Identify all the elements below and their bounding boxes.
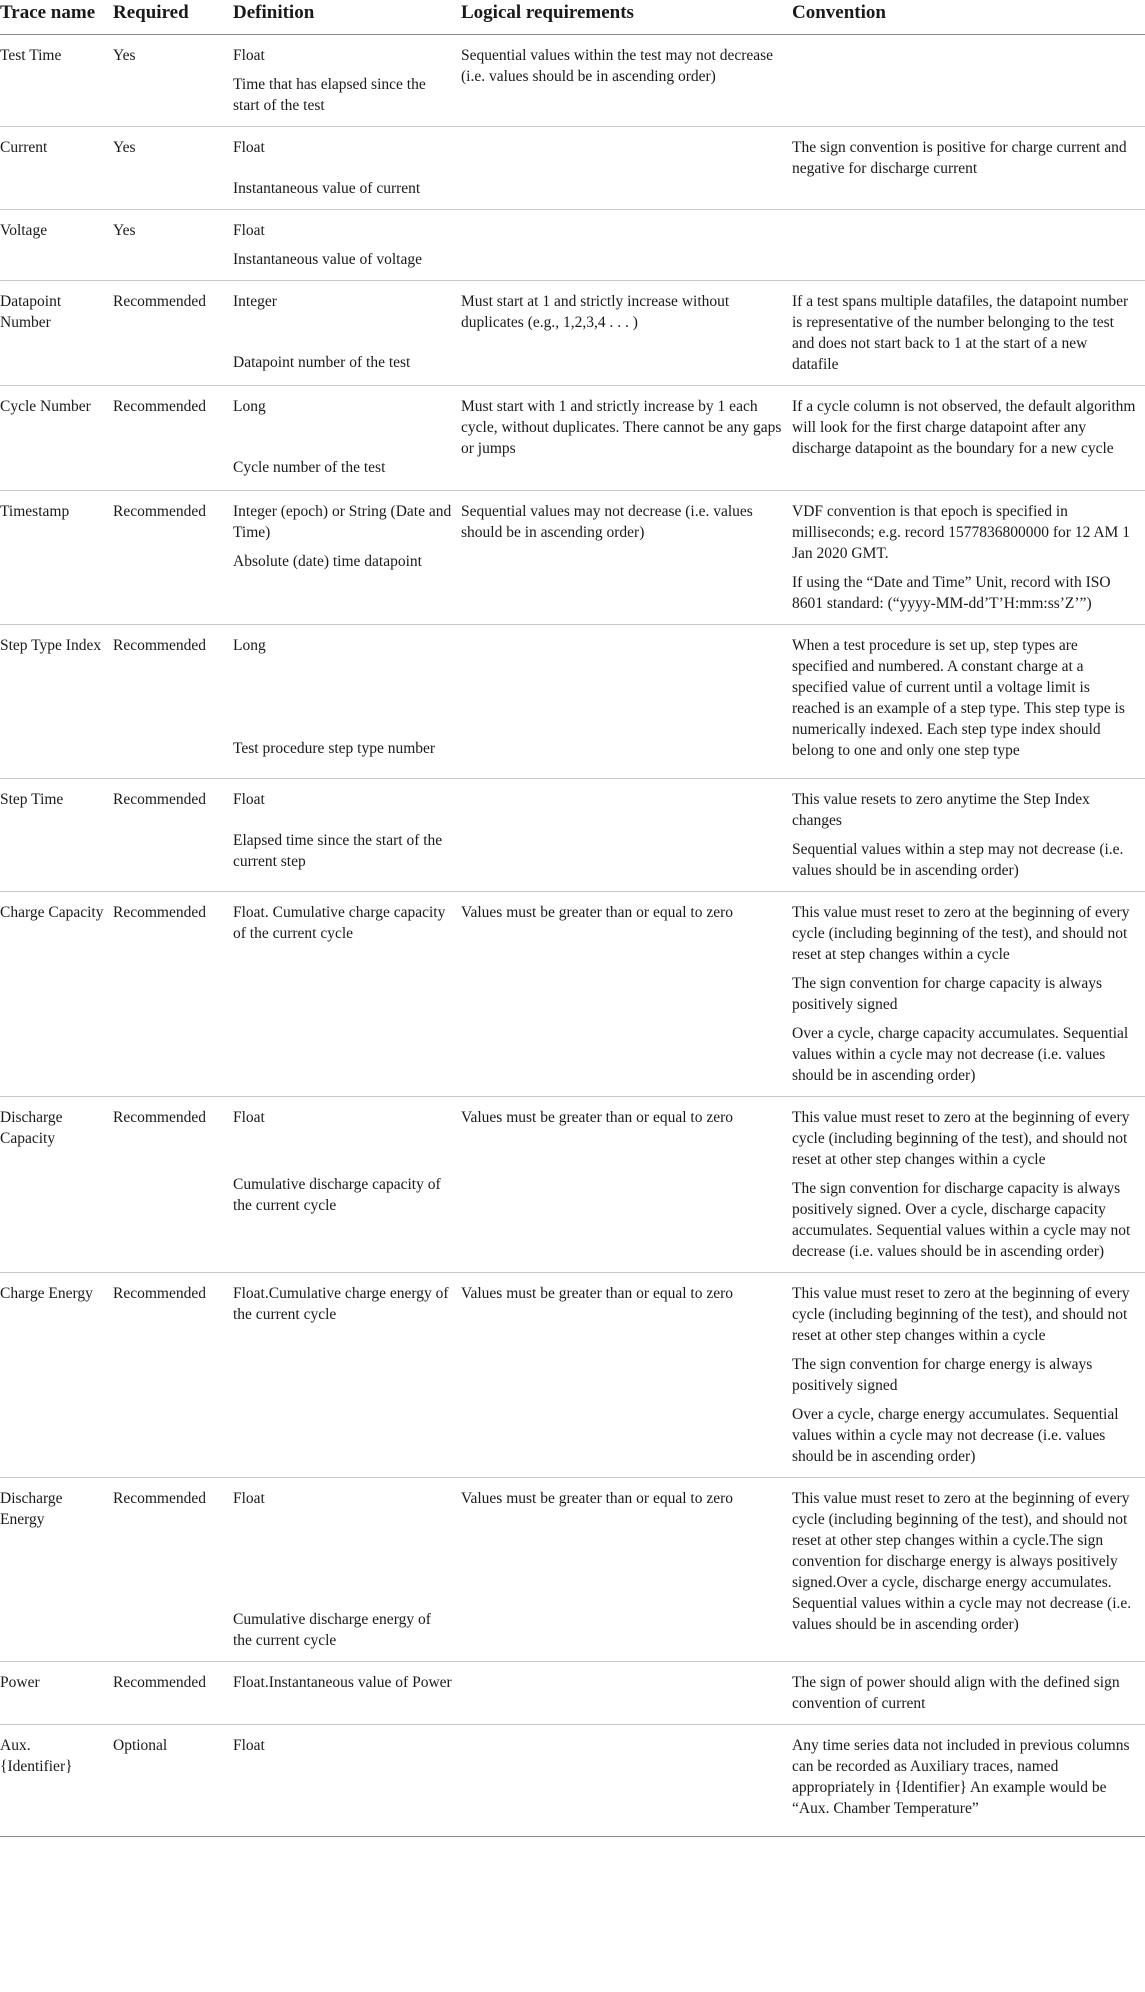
trace-name-cell: [0, 1725, 113, 1837]
logical-requirement-text: Values must be greater than or equal to zero: [461, 904, 734, 921]
convention-text: When a test procedure is set up, step types are specified and numbered. A constant charge at a specified value of current until a voltage limit is reached is an example of a step type. This step type is numerically indexed. Each step type index should belong to one and only one step type: [792, 637, 1125, 759]
convention-text: Any time series data not included in previous columns can be recorded as Auxiliary traces, named appropriately in {Identifier} An example would be “Aux. Chamber Temperature”: [792, 1737, 1130, 1817]
trace-name: Current: [0, 139, 48, 156]
trace-name-cell: [0, 779, 113, 892]
definition-cell: [233, 281, 461, 386]
header-logical-requirements: Logical requirements: [461, 0, 792, 35]
convention-cell: [792, 491, 1145, 625]
definition-cell: [233, 386, 461, 491]
logical-requirement-text: Must start with 1 and strictly increase by 1 each cycle, without duplicates. There cannot be any gaps or jumps: [461, 398, 782, 457]
definition-text: Instantaneous value of voltage: [233, 251, 422, 268]
required-value: Recommended: [113, 1285, 206, 1302]
definition-text: Time that has elapsed since the start of the test: [233, 76, 426, 114]
definition-text: Test procedure step type number: [233, 740, 436, 757]
table-row: [0, 281, 1145, 386]
header-required: Required: [113, 0, 233, 35]
definition-cell: [233, 1097, 461, 1273]
definition-text: Float: [233, 47, 265, 64]
definition-cell: [233, 127, 461, 210]
trace-name-cell: [0, 35, 113, 127]
definition-text: Float: [233, 1737, 265, 1754]
convention-cell: [792, 1273, 1145, 1478]
convention-cell: [792, 1478, 1145, 1662]
convention-text: VDF convention is that epoch is specified in milliseconds; e.g. record 1577836800000 for 12 AM 1 Jan 2020 GMT.: [792, 503, 1130, 562]
definition-text: Absolute (date) time datapoint: [233, 553, 422, 570]
definition-cell: [233, 892, 461, 1097]
table-row: [0, 210, 1145, 281]
definition-cell: [233, 1478, 461, 1662]
trace-name-cell: [0, 491, 113, 625]
convention-cell: [792, 127, 1145, 210]
definition-text: Integer: [233, 293, 277, 310]
required-cell: [113, 1662, 233, 1725]
definition-text: Float: [233, 791, 265, 808]
trace-name: Step Type Index: [0, 637, 102, 654]
trace-name: Voltage: [0, 222, 48, 239]
definition-text: Float: [233, 1490, 265, 1507]
convention-text: The sign convention for discharge capacity is always positively signed. Over a cycle, discharge capacity accumulates. Sequential values within a cycle may not decrease (i.e. values should be in ascending order): [792, 1180, 1131, 1260]
table-row: [0, 1725, 1145, 1837]
trace-name-cell: [0, 1097, 113, 1273]
definition-text: Float. Cumulative charge capacity of the current cycle: [233, 904, 446, 942]
table-row: [0, 1662, 1145, 1725]
trace-name-cell: [0, 1662, 113, 1725]
trace-name-cell: [0, 127, 113, 210]
logical-requirement-text: Values must be greater than or equal to zero: [461, 1109, 734, 1126]
logical-requirements-cell: [461, 386, 792, 491]
trace-name-cell: [0, 1273, 113, 1478]
trace-name: Power: [0, 1674, 40, 1691]
convention-text: If a test spans multiple datafiles, the datapoint number is representative of the number belonging to the test and does not start back to 1 at the start of a new datafile: [792, 293, 1129, 373]
required-cell: [113, 892, 233, 1097]
required-value: Recommended: [113, 293, 206, 310]
required-value: Recommended: [113, 637, 206, 654]
table-row: [0, 386, 1145, 491]
table-row: [0, 1478, 1145, 1662]
definition-text: Long: [233, 637, 266, 654]
logical-requirements-cell: [461, 1725, 792, 1837]
definition-cell: [233, 1273, 461, 1478]
trace-name: Discharge Capacity: [0, 1109, 63, 1147]
convention-text: The sign convention for charge capacity is always positively signed: [792, 975, 1103, 1013]
table-row: [0, 625, 1145, 779]
logical-requirement-text: Sequential values within the test may not decrease (i.e. values should be in ascending order): [461, 47, 774, 85]
table-row: [0, 35, 1145, 127]
table-row: [0, 127, 1145, 210]
logical-requirements-cell: [461, 1097, 792, 1273]
table-row: [0, 491, 1145, 625]
convention-cell: [792, 1662, 1145, 1725]
convention-text: Over a cycle, charge capacity accumulates. Sequential values within a cycle may not decrease (i.e. values should be in ascending order): [792, 1025, 1129, 1084]
required-value: Recommended: [113, 1674, 206, 1691]
convention-cell: [792, 779, 1145, 892]
trace-name: Charge Energy: [0, 1285, 93, 1302]
trace-name-cell: [0, 892, 113, 1097]
convention-cell: [792, 35, 1145, 127]
convention-text: Sequential values within a step may not decrease (i.e. values should be in ascending order): [792, 841, 1124, 879]
convention-text: This value must reset to zero at the beginning of every cycle (including beginning of the test), and should not reset at step changes within a cycle: [792, 904, 1130, 963]
required-cell: [113, 1273, 233, 1478]
convention-text: The sign convention for charge energy is always positively signed: [792, 1356, 1093, 1394]
trace-name: Cycle Number: [0, 398, 91, 415]
logical-requirements-cell: [461, 35, 792, 127]
definition-cell: [233, 35, 461, 127]
convention-text: If using the “Date and Time” Unit, record with ISO 8601 standard: (“yyyy-MM-dd’T’H:mm:ss’Z’”): [792, 574, 1111, 612]
logical-requirements-cell: [461, 281, 792, 386]
logical-requirement-text: Values must be greater than or equal to zero: [461, 1490, 734, 1507]
convention-text: This value must reset to zero at the beginning of every cycle (including beginning of the test), and should not reset at other step changes within a cycle: [792, 1285, 1130, 1344]
trace-name-cell: [0, 281, 113, 386]
convention-cell: [792, 210, 1145, 281]
table-row: [0, 1097, 1145, 1273]
convention-cell: [792, 386, 1145, 491]
logical-requirements-cell: [461, 127, 792, 210]
table-row: [0, 1273, 1145, 1478]
definition-cell: [233, 1662, 461, 1725]
required-cell: [113, 491, 233, 625]
definition-text: Float.Instantaneous value of Power: [233, 1674, 452, 1691]
convention-text: The sign of power should align with the defined sign convention of current: [792, 1674, 1120, 1712]
logical-requirements-cell: [461, 491, 792, 625]
trace-name: Datapoint Number: [0, 293, 62, 331]
required-cell: [113, 1725, 233, 1837]
required-cell: [113, 386, 233, 491]
table-body: [0, 35, 1145, 1837]
definition-text: Long: [233, 398, 266, 415]
definition-text: Cycle number of the test: [233, 459, 386, 476]
definition-text: Cumulative discharge capacity of the current cycle: [233, 1176, 441, 1214]
definition-cell: [233, 491, 461, 625]
definition-text: Cumulative discharge energy of the current cycle: [233, 1611, 431, 1649]
definition-text: Datapoint number of the test: [233, 354, 411, 371]
logical-requirements-cell: [461, 892, 792, 1097]
header-row: [0, 0, 1145, 35]
convention-cell: [792, 1725, 1145, 1837]
trace-name-cell: [0, 625, 113, 779]
trace-name: Test Time: [0, 47, 62, 64]
required-value: Recommended: [113, 1109, 206, 1126]
required-value: Recommended: [113, 503, 206, 520]
required-value: Recommended: [113, 904, 206, 921]
required-cell: [113, 210, 233, 281]
table-row: [0, 779, 1145, 892]
table-row: [0, 892, 1145, 1097]
definition-text: Instantaneous value of current: [233, 180, 421, 197]
required-value: Yes: [113, 139, 136, 156]
required-value: Optional: [113, 1737, 168, 1754]
trace-name: Charge Capacity: [0, 904, 104, 921]
trace-name: Aux. {Identifier}: [0, 1737, 73, 1775]
convention-text: The sign convention is positive for charge current and negative for discharge current: [792, 139, 1127, 177]
convention-cell: [792, 281, 1145, 386]
logical-requirements-cell: [461, 625, 792, 779]
trace-name: Discharge Energy: [0, 1490, 63, 1528]
required-value: Recommended: [113, 1490, 206, 1507]
trace-name-cell: [0, 1478, 113, 1662]
required-cell: [113, 779, 233, 892]
definition-cell: [233, 210, 461, 281]
definition-cell: [233, 779, 461, 892]
convention-text: If a cycle column is not observed, the default algorithm will look for the first charge datapoint after any discharge datapoint as the boundary for a new cycle: [792, 398, 1136, 457]
logical-requirement-text: Sequential values may not decrease (i.e. values should be in ascending order): [461, 503, 753, 541]
required-value: Recommended: [113, 791, 206, 808]
required-cell: [113, 625, 233, 779]
logical-requirements-cell: [461, 210, 792, 281]
logical-requirements-cell: [461, 1273, 792, 1478]
required-cell: [113, 281, 233, 386]
trace-name: Step Time: [0, 791, 64, 808]
logical-requirements-cell: [461, 1662, 792, 1725]
required-value: Recommended: [113, 398, 206, 415]
definition-text: Float.Cumulative charge energy of the current cycle: [233, 1285, 449, 1323]
convention-text: This value resets to zero anytime the Step Index changes: [792, 791, 1090, 829]
required-value: Yes: [113, 222, 136, 239]
header-definition: Definition: [233, 0, 461, 35]
definition-cell: [233, 625, 461, 779]
trace-name: Timestamp: [0, 503, 70, 520]
header-convention: Convention: [792, 0, 1145, 35]
trace-name-cell: [0, 210, 113, 281]
header-trace-name: Trace name: [0, 0, 113, 35]
required-cell: [113, 1478, 233, 1662]
trace-name-cell: [0, 386, 113, 491]
required-cell: [113, 127, 233, 210]
convention-cell: [792, 892, 1145, 1097]
definition-text: Integer (epoch) or String (Date and Time): [233, 503, 452, 541]
required-cell: [113, 1097, 233, 1273]
required-cell: [113, 35, 233, 127]
convention-cell: [792, 1097, 1145, 1273]
definition-text: Float: [233, 139, 265, 156]
logical-requirement-text: Must start at 1 and strictly increase without duplicates (e.g., 1,2,3,4 . . . ): [461, 293, 730, 331]
logical-requirements-cell: [461, 1478, 792, 1662]
logical-requirements-cell: [461, 779, 792, 892]
definition-text: Elapsed time since the start of the current step: [233, 832, 443, 870]
definition-text: Float: [233, 1109, 265, 1126]
logical-requirement-text: Values must be greater than or equal to zero: [461, 1285, 734, 1302]
convention-text: Over a cycle, charge energy accumulates. Sequential values within a cycle may not decrease (i.e. values should be in ascending order): [792, 1406, 1119, 1465]
definition-cell: [233, 1725, 461, 1837]
definition-text: Float: [233, 222, 265, 239]
convention-text: This value must reset to zero at the beginning of every cycle (including beginning of the test), and should not reset at other step changes within a cycle: [792, 1109, 1130, 1168]
convention-text: This value must reset to zero at the beginning of every cycle (including beginning of the test), and should not reset at other step changes within a cycle.The sign convention for discharge energy is always positively signed.Over a cycle, discharge energy accumulates. Sequential values within a cycle may not decrease (i.e. values should be in ascending order): [792, 1490, 1132, 1633]
convention-cell: [792, 625, 1145, 779]
required-value: Yes: [113, 47, 136, 64]
